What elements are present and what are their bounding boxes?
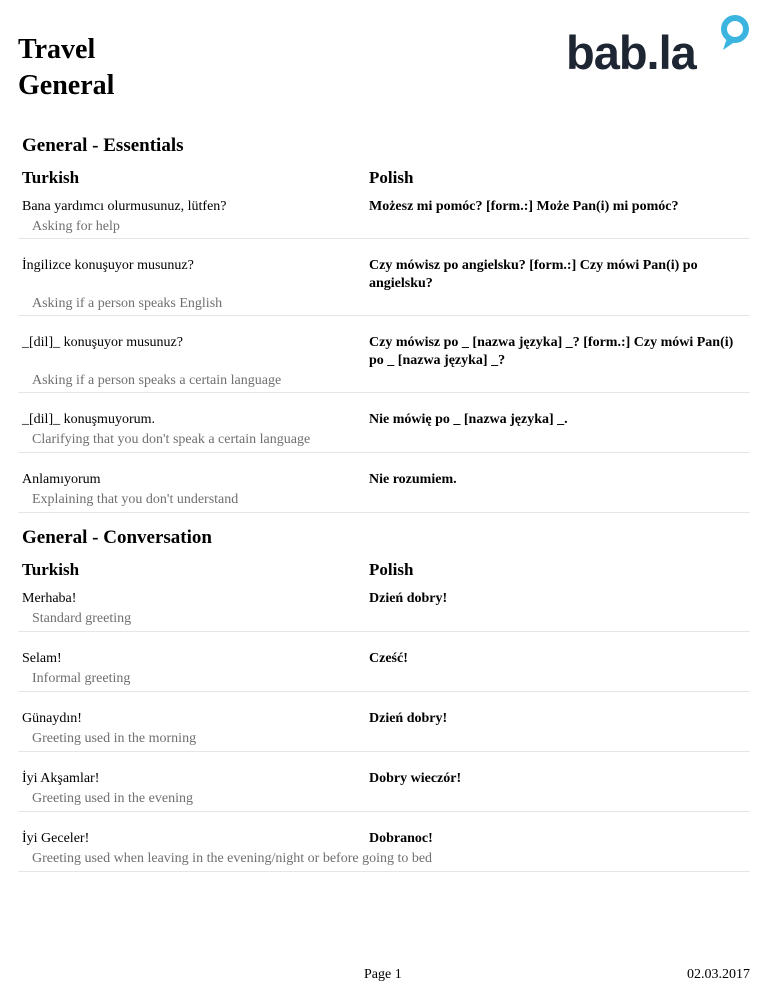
phrase-note: Standard greeting <box>32 611 132 626</box>
phrase-target: Dobry wieczór! <box>369 771 462 786</box>
section-essentials <box>18 134 750 513</box>
column-header-target: Polish <box>369 560 414 579</box>
phrase-target: Dzień dobry! <box>369 591 448 606</box>
phrase-note: Explaining that you don't understand <box>32 492 239 507</box>
phrase-source: Günaydın! <box>22 711 82 726</box>
phrase-note: Informal greeting <box>32 671 131 686</box>
phrase-row <box>18 393 750 453</box>
phrase-source: _[dil]_ konuşuyor musunuz? <box>22 335 183 350</box>
phrase-target: Cześć! <box>369 651 408 666</box>
speech-bubble-icon <box>718 14 752 54</box>
logo-wordmark: bab.la <box>566 26 696 79</box>
column-headers <box>18 560 750 584</box>
phrase-target: Możesz mi pomóc? [form.:] Może Pan(i) mi pomóc? <box>369 199 679 214</box>
phrase-note: Greeting used when leaving in the evening/night or before going to bed <box>32 851 433 866</box>
phrase-row <box>18 692 750 752</box>
phrase-source: Bana yardımcı olurmusunuz, lütfen? <box>22 199 227 214</box>
title-line-1: Travel <box>18 34 96 65</box>
phrase-target: Nie mówię po _ [nazwa języka] _. <box>369 412 568 427</box>
section-title: General - Essentials <box>22 135 184 156</box>
column-headers <box>18 168 750 192</box>
phrase-target: Czy mówisz po angielsku? [form.:] Czy mówi Pan(i) po angielsku? <box>369 258 698 291</box>
phrase-target: Nie rozumiem. <box>369 472 457 487</box>
phrase-note: Asking for help <box>32 219 120 234</box>
section-title: General - Conversation <box>22 527 212 548</box>
phrase-target: Dzień dobry! <box>369 711 448 726</box>
phrase-source: _[dil]_ konuşmuyorum. <box>22 412 155 427</box>
document-title <box>18 32 114 104</box>
page-number: Page 1 <box>364 967 402 982</box>
phrase-source: Anlamıyorum <box>22 472 101 487</box>
phrase-row <box>18 239 750 316</box>
phrase-row <box>18 192 750 239</box>
column-header-source: Turkish <box>22 560 80 579</box>
phrase-note: Greeting used in the morning <box>32 731 197 746</box>
phrase-row <box>18 812 750 872</box>
document-date: 02.03.2017 <box>687 967 750 982</box>
phrase-source: İyi Akşamlar! <box>22 771 100 786</box>
title-line-2: General <box>18 70 115 101</box>
phrase-note: Asking if a person speaks English <box>32 296 223 311</box>
phrase-row <box>18 316 750 393</box>
phrase-source: İngilizce konuşuyor musunuz? <box>22 258 194 273</box>
column-header-target: Polish <box>369 168 414 187</box>
phrase-source: İyi Geceler! <box>22 831 90 846</box>
phrase-note: Clarifying that you don't speak a certain language <box>32 432 311 447</box>
phrase-note: Greeting used in the evening <box>32 791 193 806</box>
phrase-row <box>18 752 750 812</box>
phrase-row <box>18 632 750 692</box>
section-conversation <box>18 526 750 872</box>
phrase-target: Czy mówisz po _ [nazwa języka] _? [form.:] Czy mówi Pan(i) po _ [nazwa języka] _? <box>369 335 734 368</box>
phrase-source: Selam! <box>22 651 62 666</box>
column-header-source: Turkish <box>22 168 80 187</box>
phrase-row <box>18 584 750 632</box>
phrase-target: Dobranoc! <box>369 831 433 846</box>
babla-logo <box>566 14 752 78</box>
phrase-source: Merhaba! <box>22 591 77 606</box>
phrase-row <box>18 453 750 513</box>
phrase-note: Asking if a person speaks a certain language <box>32 373 282 388</box>
